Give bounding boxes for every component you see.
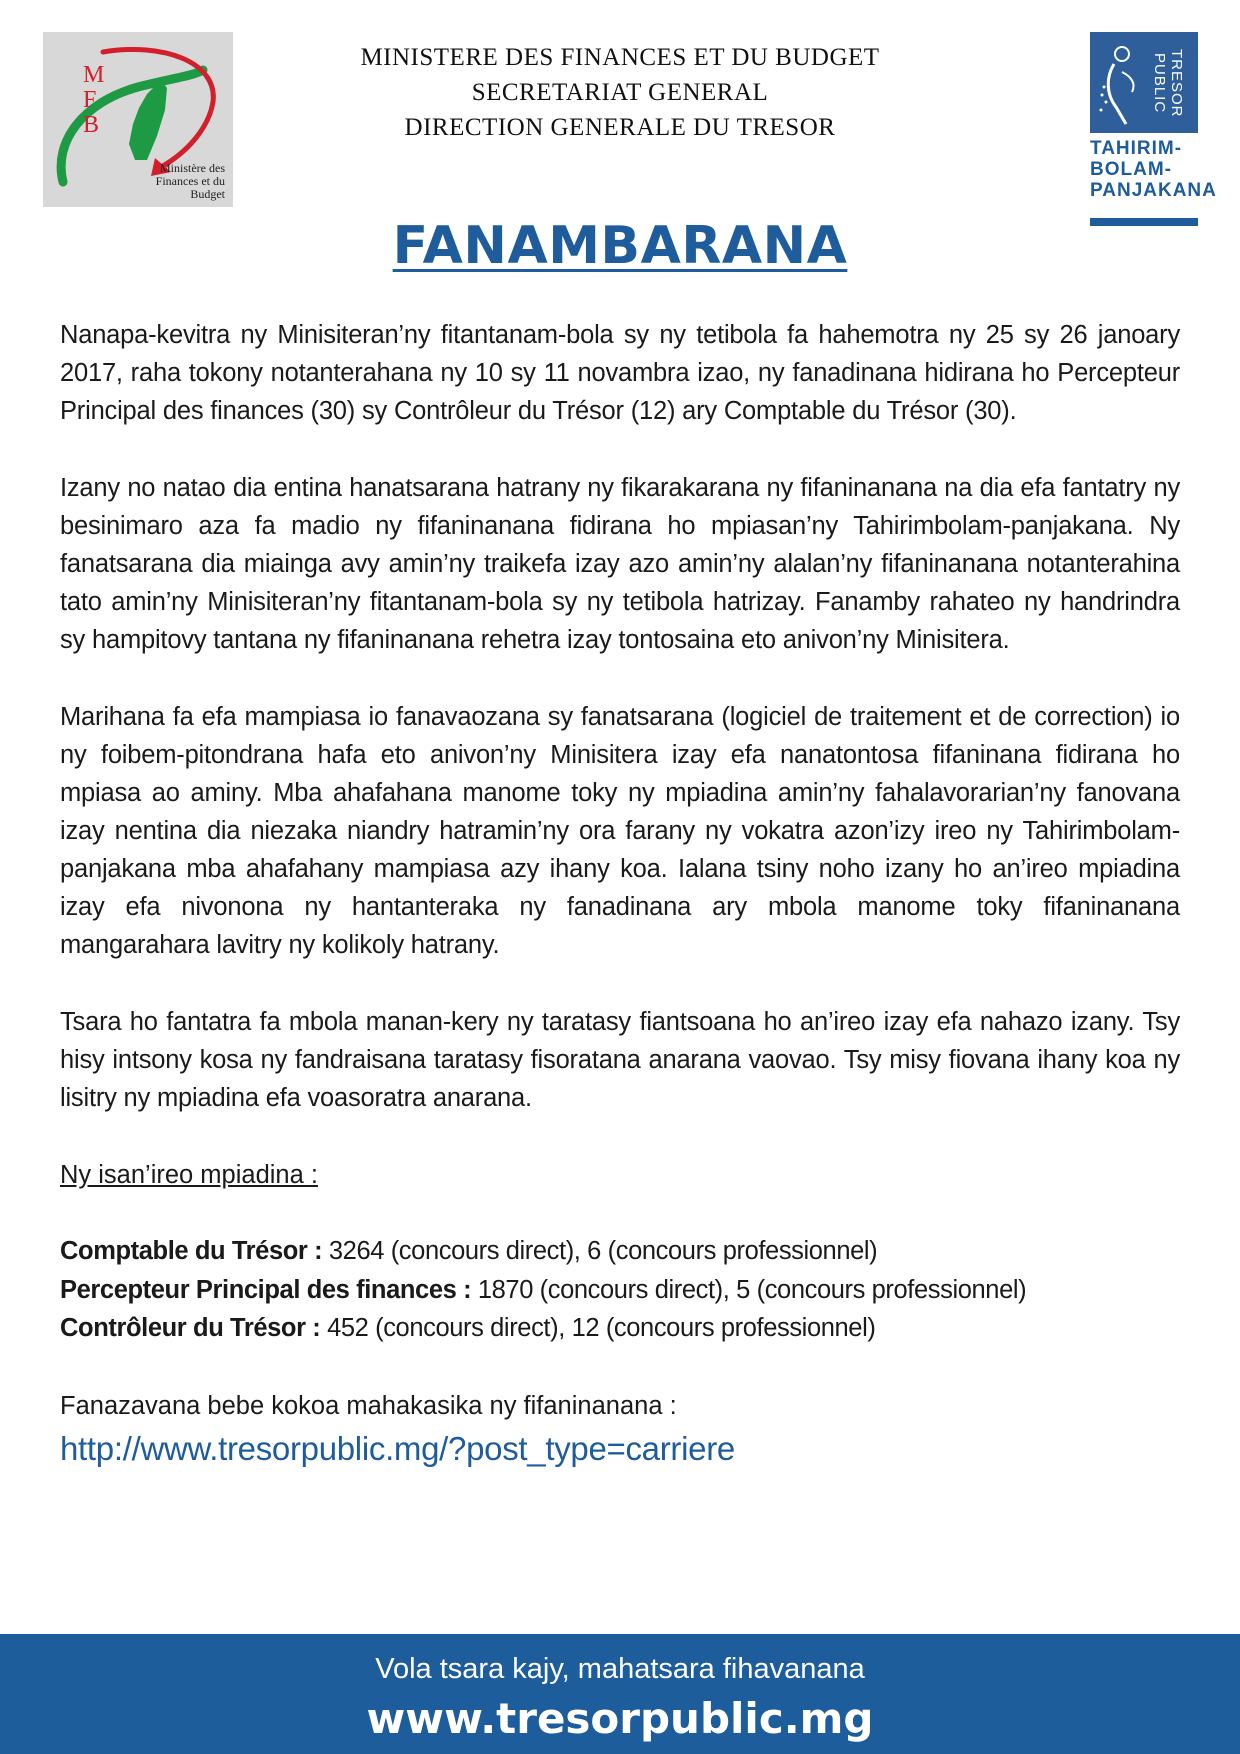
tresor-logo-box xyxy=(1090,32,1198,133)
mfb-caption-line: Budget xyxy=(190,187,225,201)
stat-label: Percepteur Principal des finances : xyxy=(60,1275,472,1304)
ministry-line: DIRECTION GENERALE DU TRESOR xyxy=(404,114,836,141)
ministry-line: MINISTERE DES FINANCES ET DU BUDGET xyxy=(360,44,880,71)
page-title: FANAMBARANA xyxy=(392,216,848,276)
mfb-letter-b: B xyxy=(83,112,100,138)
mfb-logo xyxy=(43,32,233,207)
tresor-public-logo xyxy=(1090,32,1217,228)
stat-value: 452 (concours direct), 12 (concours professionnel) xyxy=(320,1314,876,1342)
stat-label: Contrôleur du Trésor : xyxy=(60,1314,321,1342)
paragraph: Izany no natao dia entina hanatsarana hatrany ny fikarakarana ny fifaninanana na dia efa fantatry ny besinimaro aza fa madio ny fifaninanana fidirana ho mpiasan’ny Tahirimbolam-panjakana. Ny fanatsarana dia miainga avy amin’ny traikefa izay azo amin’ny alalan’ny fifaninanana notanterahina tato amin’ny Minisiteran’ny fitantanam-bola sy ny tetibola hatrizay. Fanamby rahateo ny handrindra sy hampitovy tantana ny fifaninanana rehetra izay tontosaina eto anivon’ny Minisitera. xyxy=(60,474,1180,654)
mfb-letter-f: F xyxy=(83,87,97,113)
tahirim-line: TAHIRIM- xyxy=(1090,138,1183,159)
paragraph: Marihana fa efa mampiasa io fanavaozana sy fanatsarana (logiciel de traitement et de correction) io ny foibem-pitondrana hafa eto anivon’ny Minisitera izay efa nanatontosa fifaninana fidirana ho mpiasa ao aminy. Mba ahafahana manome toky ny mpiadina amin’ny fahalavorarian’ny fanovana izay nentina dia niezaka niandry hatramin’ny ora farany ny vokatra azon’izy ireo ny Tahirimbolam-panjakana mba ahafahany mampiasa azy ihany koa. Ialana tsiny noho izany ho an’ireo mpiadina izay efa nivonona ny hantanteraka ny fanadinana ary mbola manome toky fifaninanana mangarahara lavitry ny kolikoly hatrany. xyxy=(60,703,1180,959)
footer-website[interactable]: www.tresorpublic.mg xyxy=(366,1694,874,1743)
candidates-heading: Ny isan’ireo mpiadina : xyxy=(60,1161,318,1189)
stat-row xyxy=(60,1309,1180,1348)
stat-row xyxy=(60,1271,1180,1310)
more-info-text: Fanazavana bebe kokoa mahakasika ny fifaninanana : xyxy=(60,1391,677,1420)
mfb-caption xyxy=(105,162,225,201)
paragraph: Tsara ho fantatra fa mbola manan-kery ny taratasy fiantsoana ho an’ireo izay efa nahazo izany. Tsy hisy intsony kosa ny fandraisana taratasy fisoratana anarana vaovao. Tsy misy fiovana ihany koa ny lisitry ny mpiadina efa voasoratra anarana. xyxy=(60,1008,1180,1112)
ministry-heading xyxy=(300,40,940,145)
announcement-body xyxy=(60,316,1180,1473)
coin-figure-icon xyxy=(1092,32,1142,133)
mfb-caption-line: Ministère des xyxy=(160,161,225,175)
paragraph: Nanapa-kevitra ny Minisiteran’ny fitantanam-bola sy ny tetibola fa hahemotra ny 25 sy 26 janoary 2017, raha tokony notanterahana ny 10 sy 11 novambra izao, ny fanadinana hidirana ho Percepteur Principal des finances (30) sy Contrôleur du Trésor (12) ary Comptable du Trésor (30). xyxy=(60,321,1180,425)
footer-banner xyxy=(0,1634,1240,1754)
tahirim-line: PANJAKANA xyxy=(1090,180,1217,201)
mfb-letter-m: M xyxy=(83,62,105,88)
mfb-caption-line: Finances et du xyxy=(155,174,225,188)
stat-value: 3264 (concours direct), 6 (concours professionnel) xyxy=(322,1237,878,1265)
stat-label: Comptable du Trésor : xyxy=(60,1237,323,1265)
footer-slogan: Vola tsara kajy, mahatsara fihavanana xyxy=(375,1653,865,1685)
ministry-line: SECRETARIAT GENERAL xyxy=(471,79,769,106)
career-link[interactable]: http://www.tresorpublic.mg/?post_type=carriere xyxy=(60,1429,735,1467)
tresor-public-text xyxy=(1140,36,1196,130)
letterhead xyxy=(0,0,1240,215)
tahirim-text xyxy=(1090,138,1217,201)
candidate-stats xyxy=(60,1232,1180,1348)
stat-row xyxy=(60,1232,1180,1271)
stat-value: 1870 (concours direct), 5 (concours professionnel) xyxy=(471,1275,1027,1304)
tresor-public-label: TRESOR PUBLIC xyxy=(1151,48,1185,118)
tahirim-line: BOLAM- xyxy=(1090,159,1172,180)
